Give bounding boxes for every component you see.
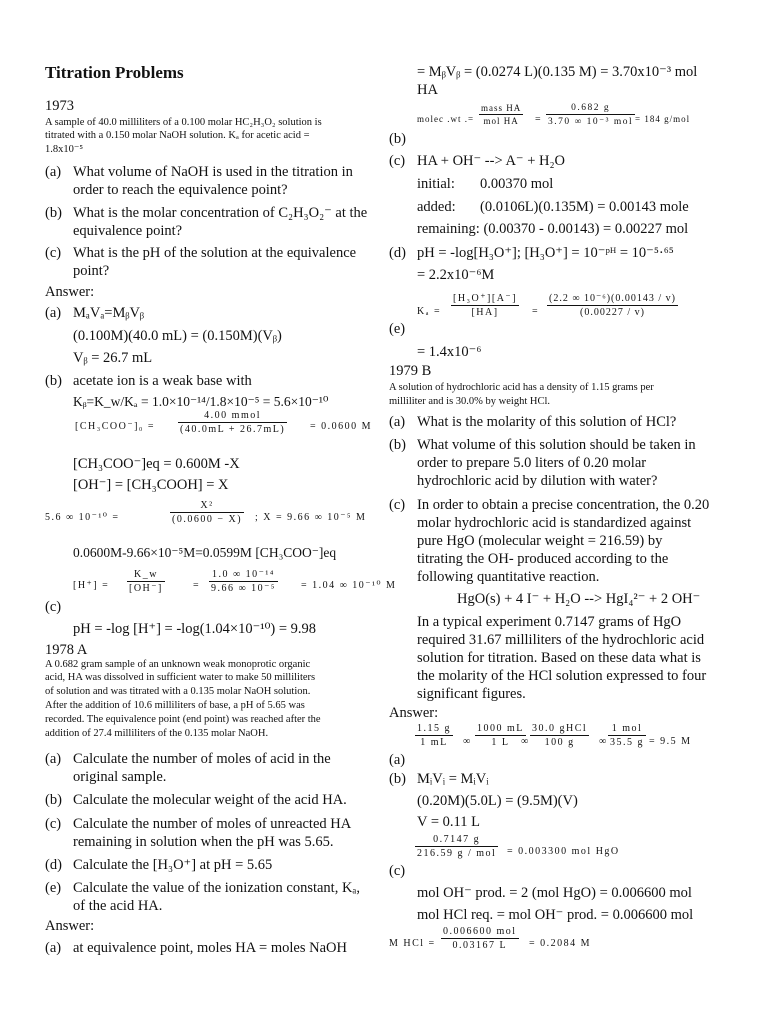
answer-line: added: <box>417 199 456 215</box>
question-text: Calculate the molecular weight of the acid HA. <box>73 792 347 808</box>
question-label: (e) <box>45 880 62 896</box>
problem-intro-line: A solution of hydrochloric acid has a density of 1.15 grams per <box>389 382 654 393</box>
fraction-numerator: 1.0 ∞ 10⁻¹⁴ <box>212 569 275 580</box>
answer-label: (b) <box>389 771 406 787</box>
answer-line: V = 0.11 L <box>417 814 480 830</box>
equation-rhs: = 0.0600 M <box>310 421 373 432</box>
answer-line: [OH⁻] = [CH₃COOH] = X <box>73 477 229 493</box>
answer-line: (0.20M)(5.0L) = (9.5M)(V) <box>417 793 578 809</box>
equation-lhs: Kₐ = <box>417 306 442 317</box>
question-text: pure HgO (molecular weight = 216.59) by <box>417 533 663 549</box>
question-text: remaining in solution when the pH was 5.65. <box>73 834 334 850</box>
answer-heading: Answer: <box>389 705 439 721</box>
question-text: hydrochloric acid by dilution with water? <box>417 473 658 489</box>
question-label: (b) <box>389 437 406 453</box>
fraction-denominator: mol HA <box>479 114 523 126</box>
equation-fraction <box>479 103 523 126</box>
page-title: Titration Problems <box>45 63 184 82</box>
fraction-numerator: 0.006600 mol <box>443 926 517 937</box>
question-text: What volume of NaOH is used in the titration in <box>73 164 353 180</box>
fraction-denominator: (40.0mL + 26.7mL) <box>180 424 286 435</box>
question-label: (b) <box>45 792 62 808</box>
question-label: (a) <box>45 751 62 767</box>
equation-rhs: = 0.2084 M <box>529 938 592 949</box>
equation-operator: ∞ <box>521 736 530 747</box>
question-label: (c) <box>45 816 62 832</box>
question-text: Calculate the value of the ionization constant, Kₐ, <box>73 880 361 896</box>
equation-lhs: 5.6 ∞ 10⁻¹⁰ = <box>45 512 120 523</box>
fraction-denominator: 1 L <box>475 735 526 748</box>
answer-label: (c) <box>389 863 406 879</box>
answer-line: [CH₃COO⁻]eq = 0.600M -X <box>73 456 240 472</box>
answer-label: (e) <box>389 321 406 337</box>
question-label: (b) <box>45 205 62 221</box>
equation-lhs: [CH₃COO⁻]₀ = <box>75 421 156 432</box>
question-text: In order to obtain a precise concentration, the 0.20 <box>417 497 710 513</box>
problem-year: 1978 A <box>45 642 88 658</box>
question-text: equivalence point? <box>73 223 183 239</box>
question-text: What volume of this solution should be taken in <box>417 437 696 453</box>
problem-intro-line: A 0.682 gram sample of an unknown weak monoprotic organic <box>45 659 311 670</box>
answer-heading: Answer: <box>45 918 95 934</box>
answer-line: = MᵦVᵦ = (0.0274 L)(0.135 M) = 3.70x10⁻³ mol <box>417 64 698 80</box>
question-text: solution for titration. Based on these data what is <box>417 650 701 666</box>
problem-intro-line: titrated with a 0.150 molar NaOH solution. Kₐ for acetic acid = <box>45 130 310 141</box>
equation-lhs: [H⁺] = <box>73 580 110 591</box>
answer-line: pH = -log [H⁺] = -log(1.04×10⁻¹⁰) = 9.98 <box>73 621 317 637</box>
problem-intro-line: recorded. The equivalence point (end point) was reached after the <box>45 714 321 725</box>
answer-line: acetate ion is a weak base with <box>73 373 252 389</box>
problem-year: 1973 <box>45 98 74 114</box>
answer-label: (b) <box>45 373 62 389</box>
equation-fraction <box>475 723 526 748</box>
answer-label: (a) <box>45 940 62 956</box>
fraction-denominator: 0.03167 L <box>441 938 519 951</box>
fraction-numerator: X² <box>200 500 214 511</box>
question-text: What is the molarity of this solution of HCl? <box>417 414 677 430</box>
question-text: the molarity of the HCl solution expressed to four <box>417 668 707 684</box>
answer-line: at equivalence point, moles HA = moles NaOH <box>73 940 347 956</box>
equation-fraction <box>209 569 278 594</box>
question-label: (a) <box>389 414 406 430</box>
equation-fraction <box>127 569 165 594</box>
question-label: (d) <box>45 857 62 873</box>
equation-fraction <box>451 293 519 318</box>
fraction-denominator: 3.70 ∞ 10⁻³ mol <box>546 114 635 127</box>
equation-lhs: M HCl = <box>389 938 436 949</box>
fraction-denominator: [OH⁻] <box>129 583 163 594</box>
problem-intro-line: addition of 27.4 milliliters of the 0.135 molar NaOH. <box>45 728 269 739</box>
fraction-denominator: (0.0600 − X) <box>172 514 243 525</box>
question-text: Calculate the number of moles of unreacted HA <box>73 816 352 832</box>
equation-fraction <box>546 103 635 127</box>
answer-line: 0.00370 mol <box>480 176 554 192</box>
equation-fraction <box>415 834 498 859</box>
fraction-numerator: 0.682 g <box>571 103 611 113</box>
question-text: original sample. <box>73 769 167 785</box>
chemical-reaction: HgO(s) + 4 I⁻ + H₂O --> HgI₄²⁻ + 2 OH⁻ <box>457 591 701 607</box>
question-text: titrating the OH- produced according to the <box>417 551 669 567</box>
answer-line: HA <box>417 82 438 98</box>
problem-intro-line: A sample of 40.0 milliliters of a 0.100 molar HC₂H₃O₂ solution is <box>45 117 322 128</box>
answer-label: (c) <box>389 153 406 169</box>
question-text: significant figures. <box>417 686 526 702</box>
equation-rhs: = 9.5 M <box>649 736 692 747</box>
answer-line: (0.100M)(40.0 mL) = (0.150M)(Vᵦ) <box>73 328 282 344</box>
equation-operator: ∞ <box>463 736 472 747</box>
fraction-numerator: 1.15 g <box>417 723 451 734</box>
problem-year: 1979 B <box>389 363 432 379</box>
equation-operator: = <box>535 114 543 125</box>
equation-fraction <box>178 410 287 435</box>
fraction-denominator: 35.5 g <box>610 737 644 748</box>
answer-line: mol OH⁻ prod. = 2 (mol HgO) = 0.006600 mol <box>417 885 692 901</box>
answer-line: Kᵦ=K_w/Kₐ = 1.0×10⁻¹⁴/1.8×10⁻⁵ = 5.6×10⁻¹⁰ <box>73 394 329 409</box>
answer-line: initial: <box>417 176 455 192</box>
fraction-numerator: 4.00 mmol <box>204 410 262 421</box>
equation-fraction <box>441 926 519 951</box>
answer-line: Vᵦ = 26.7 mL <box>73 350 153 366</box>
answer-line: = 2.2x10⁻⁶M <box>417 267 495 283</box>
question-label: (c) <box>45 245 62 261</box>
equation-rhs: = 0.003300 mol HgO <box>507 846 620 857</box>
fraction-numerator: 1 mol <box>611 723 643 734</box>
equation-rhs: = 184 g/mol <box>635 114 691 124</box>
question-text: molar hydrochloric acid is standardized against <box>417 515 692 531</box>
fraction-denominator: 216.59 g / mol <box>417 848 497 859</box>
answer-line: remaining: (0.00370 - 0.00143) = 0.00227 mol <box>417 221 689 237</box>
answer-label: (d) <box>389 245 406 261</box>
equation-fraction <box>608 723 646 748</box>
answer-line: HA + OH⁻ --> A⁻ + H₂O <box>417 153 566 169</box>
answer-label: (a) <box>389 752 406 768</box>
fraction-denominator: (0.00227 / v) <box>547 305 678 318</box>
answer-line: MₐVₐ=MᵦVᵦ <box>73 305 145 321</box>
problem-intro-line: of solution and was titrated with a 0.135 molar NaOH solution. <box>45 686 311 697</box>
question-text: Calculate the [H₃O⁺] at pH = 5.65 <box>73 857 273 873</box>
fraction-numerator: mass HA <box>481 103 522 113</box>
answer-line: (0.0106L)(0.135M) = 0.00143 mole <box>480 199 689 215</box>
fraction-numerator: 0.7147 g <box>433 834 481 845</box>
question-text: In a typical experiment 0.7147 grams of HgO <box>417 614 682 630</box>
fraction-numerator: K_w <box>133 569 158 580</box>
equation-operator: = <box>532 306 540 317</box>
answer-line: = 1.4x10⁻⁶ <box>417 344 482 360</box>
question-text: Calculate the number of moles of acid in the <box>73 751 331 767</box>
question-label: (c) <box>389 497 406 513</box>
answer-label: (a) <box>45 305 62 321</box>
fraction-denominator: [HA] <box>451 305 519 318</box>
fraction-numerator: 30.0 gHCl <box>532 723 588 734</box>
fraction-numerator: 1000 mL <box>477 723 524 734</box>
question-text: What is the molar concentration of C₂H₃O₂⁻ at the <box>73 205 368 221</box>
fraction-numerator: [H₃O⁺][A⁻] <box>453 293 518 304</box>
answer-line: mol HCl req. = mol OH⁻ prod. = 0.006600 mol <box>417 907 694 923</box>
problem-intro-line: milliliter and is 30.0% by weight HCl. <box>389 396 550 407</box>
question-text: What is the pH of the solution at the equivalence <box>73 245 357 261</box>
answer-label: (b) <box>389 131 406 147</box>
question-text: point? <box>73 263 110 279</box>
answer-label: (c) <box>45 599 62 615</box>
equation-rhs: ; X = 9.66 ∞ 10⁻⁵ M <box>255 512 367 523</box>
question-text: following quantitative reaction. <box>417 569 600 585</box>
fraction-denominator: 9.66 ∞ 10⁻⁵ <box>211 583 276 594</box>
question-text: order to reach the equivalence point? <box>73 182 288 198</box>
equation-fraction <box>170 500 244 525</box>
equation-operator: ∞ <box>599 736 608 747</box>
fraction-numerator: (2.2 ∞ 10⁻⁶)(0.00143 / v) <box>549 293 676 304</box>
equation-rhs: = 1.04 ∞ 10⁻¹⁰ M <box>301 580 397 591</box>
problem-intro-line: acid, HA was dissolved in sufficient water to make 50 milliliters <box>45 672 316 683</box>
fraction-denominator: 1 mL <box>415 735 453 748</box>
question-label: (a) <box>45 164 62 180</box>
question-text: of the acid HA. <box>73 898 163 914</box>
problem-intro-line: 1.8x10⁻⁵ <box>45 144 84 155</box>
problem-intro-line: After the addition of 10.6 milliliters of base, a pH of 5.65 was <box>45 700 305 711</box>
fraction-denominator: 100 g <box>530 735 589 748</box>
equation-fraction <box>547 293 678 318</box>
equation-fraction <box>530 723 589 748</box>
answer-line: pH = -log[H₃O⁺]; [H₃O⁺] = 10⁻ᵖᴴ = 10⁻⁵·⁶⁵ <box>417 245 674 261</box>
answer-heading: Answer: <box>45 284 95 300</box>
equation-lhs: molec .wt .= <box>417 114 475 124</box>
answer-line: 0.0600M-9.66×10⁻⁵M=0.0599M [CH₃COO⁻]eq <box>73 545 337 560</box>
question-text: order to prepare 5.0 liters of 0.20 molar <box>417 455 647 471</box>
equation-fraction <box>415 723 453 748</box>
question-text: required 31.67 milliliters of the hydrochloric acid <box>417 632 705 648</box>
answer-line: MᵢVᵢ = MᵢVᵢ <box>417 771 489 787</box>
equation-operator: = <box>193 580 201 591</box>
